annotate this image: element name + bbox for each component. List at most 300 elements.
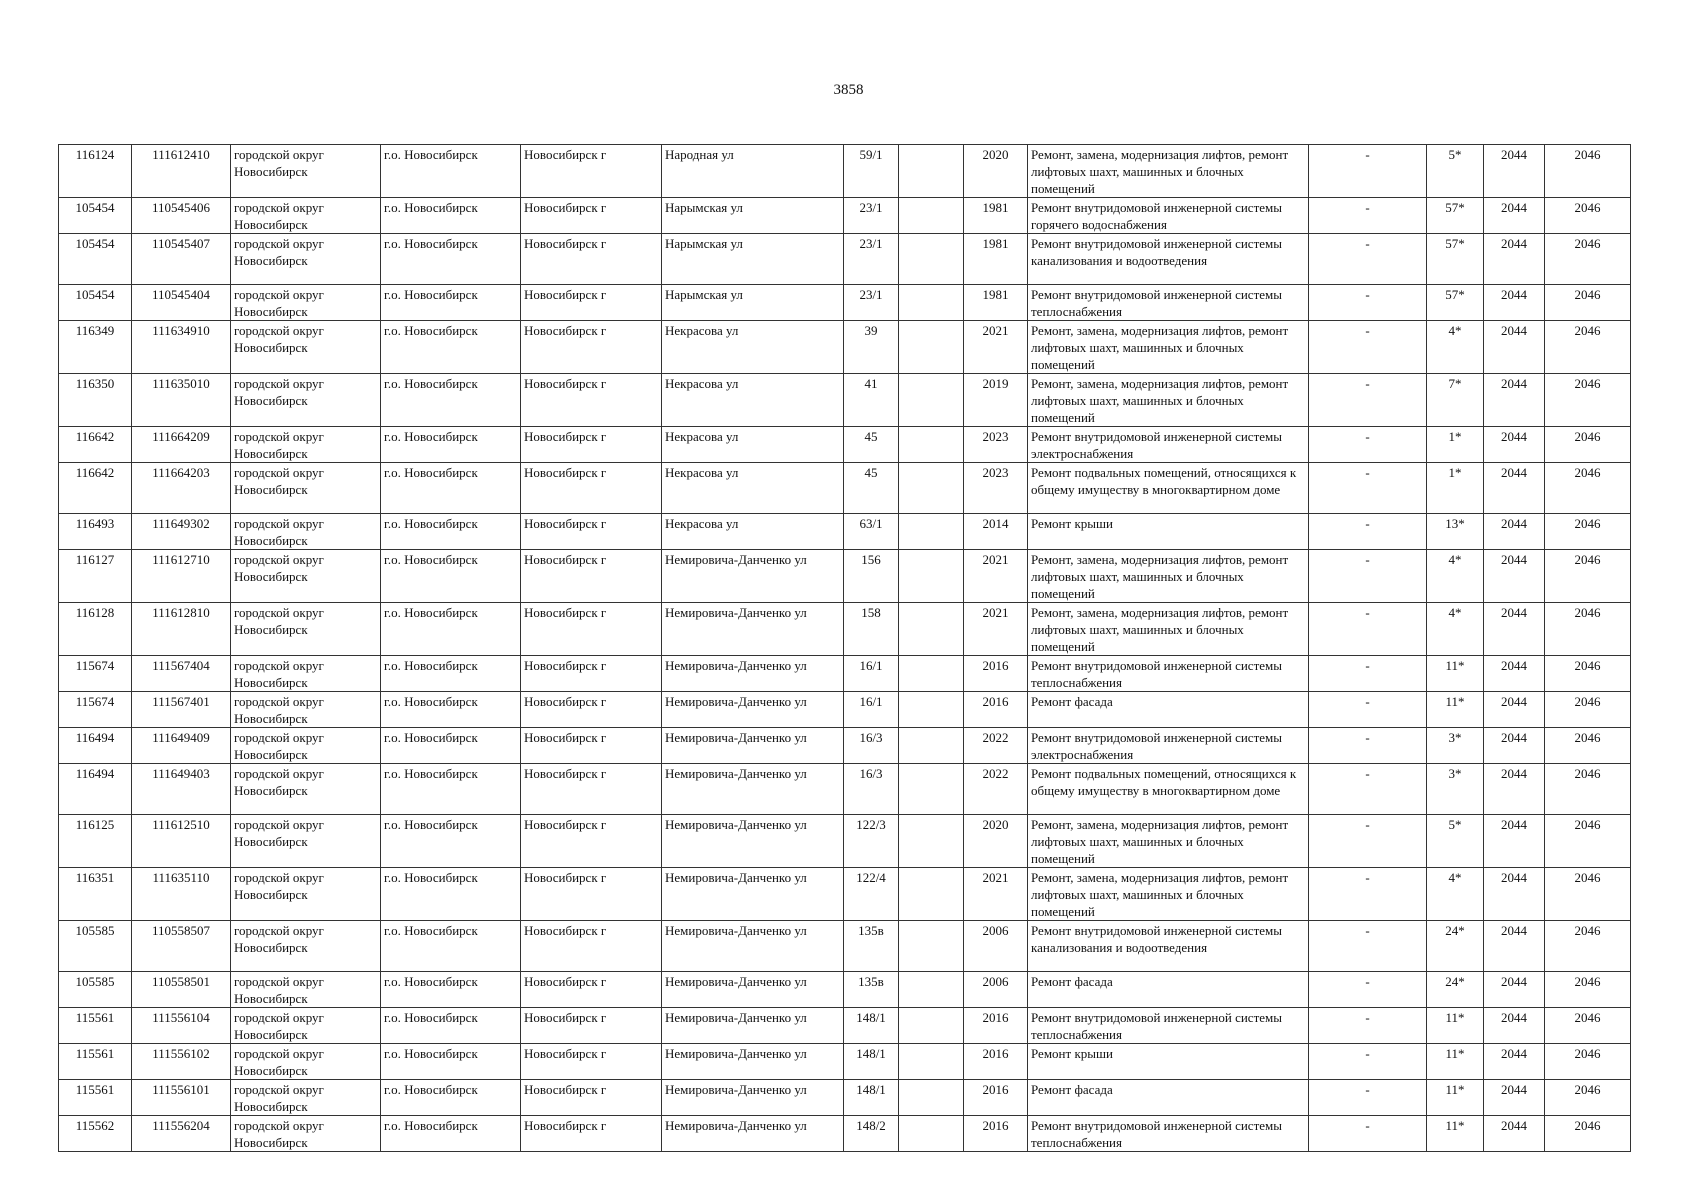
table-row bbox=[59, 145, 1631, 198]
street-cell: Немировича-Данченко ул bbox=[662, 764, 844, 815]
street-cell: Некрасова ул bbox=[662, 463, 844, 514]
period-cell: 11* bbox=[1427, 692, 1484, 728]
building-cell bbox=[899, 550, 964, 603]
municipality-cell: городской округ Новосибирск bbox=[231, 321, 381, 374]
object-id-cell: 105585 bbox=[59, 921, 132, 972]
building-cell bbox=[899, 198, 964, 234]
year-cell: 2022 bbox=[964, 764, 1028, 815]
start-year-cell: 2044 bbox=[1484, 145, 1545, 198]
district-cell: г.о. Новосибирск bbox=[381, 321, 521, 374]
cost-cell: - bbox=[1309, 1008, 1427, 1044]
period-cell: 5* bbox=[1427, 145, 1484, 198]
locality-cell: Новосибирск г bbox=[521, 321, 662, 374]
start-year-cell: 2044 bbox=[1484, 514, 1545, 550]
house-number-cell: 148/1 bbox=[844, 1044, 899, 1080]
building-cell bbox=[899, 1080, 964, 1116]
work-code-cell: 111567404 bbox=[132, 656, 231, 692]
object-id-cell: 116350 bbox=[59, 374, 132, 427]
locality-cell: Новосибирск г bbox=[521, 145, 662, 198]
year-cell: 2016 bbox=[964, 1044, 1028, 1080]
end-year-cell: 2046 bbox=[1545, 764, 1631, 815]
district-cell: г.о. Новосибирск bbox=[381, 603, 521, 656]
house-number-cell: 16/3 bbox=[844, 728, 899, 764]
work-code-cell: 111664203 bbox=[132, 463, 231, 514]
cost-cell: - bbox=[1309, 603, 1427, 656]
work-type-cell: Ремонт подвальных помещений, относящихся к общему имуществу в многоквартирном доме bbox=[1028, 463, 1309, 514]
cost-cell: - bbox=[1309, 868, 1427, 921]
district-cell: г.о. Новосибирск bbox=[381, 764, 521, 815]
end-year-cell: 2046 bbox=[1545, 1080, 1631, 1116]
street-cell: Некрасова ул bbox=[662, 374, 844, 427]
work-code-cell: 111556102 bbox=[132, 1044, 231, 1080]
object-id-cell: 115561 bbox=[59, 1080, 132, 1116]
house-number-cell: 135в bbox=[844, 921, 899, 972]
house-number-cell: 148/1 bbox=[844, 1008, 899, 1044]
object-id-cell: 116494 bbox=[59, 728, 132, 764]
cost-cell: - bbox=[1309, 374, 1427, 427]
locality-cell: Новосибирск г bbox=[521, 815, 662, 868]
cost-cell: - bbox=[1309, 550, 1427, 603]
street-cell: Нарымская ул bbox=[662, 285, 844, 321]
table-row bbox=[59, 321, 1631, 374]
district-cell: г.о. Новосибирск bbox=[381, 815, 521, 868]
end-year-cell: 2046 bbox=[1545, 374, 1631, 427]
table-row bbox=[59, 234, 1631, 285]
year-cell: 1981 bbox=[964, 285, 1028, 321]
house-number-cell: 23/1 bbox=[844, 285, 899, 321]
street-cell: Народная ул bbox=[662, 145, 844, 198]
year-cell: 2021 bbox=[964, 868, 1028, 921]
year-cell: 2006 bbox=[964, 921, 1028, 972]
period-cell: 4* bbox=[1427, 603, 1484, 656]
start-year-cell: 2044 bbox=[1484, 972, 1545, 1008]
object-id-cell: 116351 bbox=[59, 868, 132, 921]
end-year-cell: 2046 bbox=[1545, 728, 1631, 764]
cost-cell: - bbox=[1309, 198, 1427, 234]
house-number-cell: 45 bbox=[844, 463, 899, 514]
start-year-cell: 2044 bbox=[1484, 656, 1545, 692]
year-cell: 2021 bbox=[964, 321, 1028, 374]
cost-cell: - bbox=[1309, 145, 1427, 198]
locality-cell: Новосибирск г bbox=[521, 198, 662, 234]
start-year-cell: 2044 bbox=[1484, 764, 1545, 815]
table-row bbox=[59, 656, 1631, 692]
period-cell: 11* bbox=[1427, 1008, 1484, 1044]
locality-cell: Новосибирск г bbox=[521, 728, 662, 764]
work-code-cell: 111634910 bbox=[132, 321, 231, 374]
table-row bbox=[59, 514, 1631, 550]
work-code-cell: 111556104 bbox=[132, 1008, 231, 1044]
building-cell bbox=[899, 603, 964, 656]
cost-cell: - bbox=[1309, 972, 1427, 1008]
period-cell: 1* bbox=[1427, 463, 1484, 514]
building-cell bbox=[899, 321, 964, 374]
period-cell: 11* bbox=[1427, 656, 1484, 692]
cost-cell: - bbox=[1309, 728, 1427, 764]
municipality-cell: городской округ Новосибирск bbox=[231, 692, 381, 728]
building-cell bbox=[899, 868, 964, 921]
year-cell: 2020 bbox=[964, 815, 1028, 868]
work-type-cell: Ремонт внутридомовой инженерной системы теплоснабжения bbox=[1028, 285, 1309, 321]
locality-cell: Новосибирск г bbox=[521, 234, 662, 285]
year-cell: 2006 bbox=[964, 972, 1028, 1008]
start-year-cell: 2044 bbox=[1484, 815, 1545, 868]
page-number: 3858 bbox=[833, 82, 864, 98]
work-code-cell: 111612410 bbox=[132, 145, 231, 198]
district-cell: г.о. Новосибирск bbox=[381, 1044, 521, 1080]
street-cell: Нарымская ул bbox=[662, 234, 844, 285]
object-id-cell: 115674 bbox=[59, 692, 132, 728]
start-year-cell: 2044 bbox=[1484, 1044, 1545, 1080]
municipality-cell: городской округ Новосибирск bbox=[231, 921, 381, 972]
year-cell: 2020 bbox=[964, 145, 1028, 198]
district-cell: г.о. Новосибирск bbox=[381, 868, 521, 921]
district-cell: г.о. Новосибирск bbox=[381, 972, 521, 1008]
table-row bbox=[59, 198, 1631, 234]
start-year-cell: 2044 bbox=[1484, 321, 1545, 374]
work-code-cell: 111612710 bbox=[132, 550, 231, 603]
municipality-cell: городской округ Новосибирск bbox=[231, 427, 381, 463]
start-year-cell: 2044 bbox=[1484, 728, 1545, 764]
work-code-cell: 110558507 bbox=[132, 921, 231, 972]
table-row bbox=[59, 728, 1631, 764]
building-cell bbox=[899, 145, 964, 198]
locality-cell: Новосибирск г bbox=[521, 285, 662, 321]
street-cell: Некрасова ул bbox=[662, 514, 844, 550]
building-cell bbox=[899, 427, 964, 463]
end-year-cell: 2046 bbox=[1545, 427, 1631, 463]
district-cell: г.о. Новосибирск bbox=[381, 1080, 521, 1116]
start-year-cell: 2044 bbox=[1484, 921, 1545, 972]
table-row bbox=[59, 764, 1631, 815]
work-type-cell: Ремонт, замена, модернизация лифтов, ремонт лифтовых шахт, машинных и блочных помещений bbox=[1028, 815, 1309, 868]
street-cell: Нарымская ул bbox=[662, 198, 844, 234]
district-cell: г.о. Новосибирск bbox=[381, 514, 521, 550]
municipality-cell: городской округ Новосибирск bbox=[231, 1080, 381, 1116]
municipality-cell: городской округ Новосибирск bbox=[231, 514, 381, 550]
district-cell: г.о. Новосибирск bbox=[381, 145, 521, 198]
work-type-cell: Ремонт внутридомовой инженерной системы электроснабжения bbox=[1028, 427, 1309, 463]
table-row bbox=[59, 868, 1631, 921]
district-cell: г.о. Новосибирск bbox=[381, 427, 521, 463]
start-year-cell: 2044 bbox=[1484, 1116, 1545, 1152]
district-cell: г.о. Новосибирск bbox=[381, 1008, 521, 1044]
object-id-cell: 115561 bbox=[59, 1044, 132, 1080]
table-row bbox=[59, 463, 1631, 514]
period-cell: 5* bbox=[1427, 815, 1484, 868]
period-cell: 11* bbox=[1427, 1116, 1484, 1152]
year-cell: 2016 bbox=[964, 1008, 1028, 1044]
building-cell bbox=[899, 728, 964, 764]
object-id-cell: 116642 bbox=[59, 463, 132, 514]
cost-cell: - bbox=[1309, 921, 1427, 972]
start-year-cell: 2044 bbox=[1484, 374, 1545, 427]
house-number-cell: 148/2 bbox=[844, 1116, 899, 1152]
year-cell: 2022 bbox=[964, 728, 1028, 764]
table-row bbox=[59, 374, 1631, 427]
work-code-cell: 111649403 bbox=[132, 764, 231, 815]
object-id-cell: 105585 bbox=[59, 972, 132, 1008]
municipality-cell: городской округ Новосибирск bbox=[231, 1116, 381, 1152]
district-cell: г.о. Новосибирск bbox=[381, 234, 521, 285]
work-type-cell: Ремонт внутридомовой инженерной системы горячего водоснабжения bbox=[1028, 198, 1309, 234]
building-cell bbox=[899, 972, 964, 1008]
municipality-cell: городской округ Новосибирск bbox=[231, 145, 381, 198]
table-row bbox=[59, 285, 1631, 321]
municipality-cell: городской округ Новосибирск bbox=[231, 868, 381, 921]
work-type-cell: Ремонт внутридомовой инженерной системы канализования и водоотведения bbox=[1028, 921, 1309, 972]
table-row bbox=[59, 1008, 1631, 1044]
house-number-cell: 156 bbox=[844, 550, 899, 603]
period-cell: 11* bbox=[1427, 1080, 1484, 1116]
object-id-cell: 116349 bbox=[59, 321, 132, 374]
locality-cell: Новосибирск г bbox=[521, 603, 662, 656]
district-cell: г.о. Новосибирск bbox=[381, 463, 521, 514]
table-row bbox=[59, 1080, 1631, 1116]
locality-cell: Новосибирск г bbox=[521, 656, 662, 692]
municipality-cell: городской округ Новосибирск bbox=[231, 764, 381, 815]
end-year-cell: 2046 bbox=[1545, 550, 1631, 603]
cost-cell: - bbox=[1309, 285, 1427, 321]
district-cell: г.о. Новосибирск bbox=[381, 374, 521, 427]
street-cell: Немировича-Данченко ул bbox=[662, 815, 844, 868]
table-row bbox=[59, 972, 1631, 1008]
cost-cell: - bbox=[1309, 692, 1427, 728]
locality-cell: Новосибирск г bbox=[521, 764, 662, 815]
start-year-cell: 2044 bbox=[1484, 1080, 1545, 1116]
work-type-cell: Ремонт, замена, модернизация лифтов, ремонт лифтовых шахт, машинных и блочных помещений bbox=[1028, 321, 1309, 374]
work-type-cell: Ремонт внутридомовой инженерной системы теплоснабжения bbox=[1028, 656, 1309, 692]
building-cell bbox=[899, 234, 964, 285]
work-type-cell: Ремонт крыши bbox=[1028, 1044, 1309, 1080]
building-cell bbox=[899, 463, 964, 514]
year-cell: 2021 bbox=[964, 550, 1028, 603]
year-cell: 2016 bbox=[964, 1116, 1028, 1152]
work-type-cell: Ремонт внутридомовой инженерной системы электроснабжения bbox=[1028, 728, 1309, 764]
locality-cell: Новосибирск г bbox=[521, 972, 662, 1008]
house-number-cell: 23/1 bbox=[844, 198, 899, 234]
object-id-cell: 115562 bbox=[59, 1116, 132, 1152]
municipality-cell: городской округ Новосибирск bbox=[231, 1008, 381, 1044]
municipality-cell: городской округ Новосибирск bbox=[231, 550, 381, 603]
locality-cell: Новосибирск г bbox=[521, 1080, 662, 1116]
end-year-cell: 2046 bbox=[1545, 692, 1631, 728]
municipality-cell: городской округ Новосибирск bbox=[231, 603, 381, 656]
year-cell: 1981 bbox=[964, 198, 1028, 234]
period-cell: 1* bbox=[1427, 427, 1484, 463]
building-cell bbox=[899, 374, 964, 427]
end-year-cell: 2046 bbox=[1545, 815, 1631, 868]
house-number-cell: 135в bbox=[844, 972, 899, 1008]
building-cell bbox=[899, 1008, 964, 1044]
start-year-cell: 2044 bbox=[1484, 1008, 1545, 1044]
end-year-cell: 2046 bbox=[1545, 921, 1631, 972]
object-id-cell: 105454 bbox=[59, 234, 132, 285]
municipality-cell: городской округ Новосибирск bbox=[231, 972, 381, 1008]
district-cell: г.о. Новосибирск bbox=[381, 550, 521, 603]
cost-cell: - bbox=[1309, 234, 1427, 285]
building-cell bbox=[899, 921, 964, 972]
house-number-cell: 16/1 bbox=[844, 692, 899, 728]
street-cell: Немировича-Данченко ул bbox=[662, 1008, 844, 1044]
table-row bbox=[59, 815, 1631, 868]
street-cell: Некрасова ул bbox=[662, 321, 844, 374]
locality-cell: Новосибирск г bbox=[521, 463, 662, 514]
start-year-cell: 2044 bbox=[1484, 692, 1545, 728]
street-cell: Немировича-Данченко ул bbox=[662, 728, 844, 764]
period-cell: 3* bbox=[1427, 764, 1484, 815]
building-cell bbox=[899, 656, 964, 692]
end-year-cell: 2046 bbox=[1545, 972, 1631, 1008]
year-cell: 2023 bbox=[964, 463, 1028, 514]
year-cell: 2021 bbox=[964, 603, 1028, 656]
year-cell: 2014 bbox=[964, 514, 1028, 550]
work-type-cell: Ремонт, замена, модернизация лифтов, ремонт лифтовых шахт, машинных и блочных помещений bbox=[1028, 550, 1309, 603]
district-cell: г.о. Новосибирск bbox=[381, 656, 521, 692]
cost-cell: - bbox=[1309, 514, 1427, 550]
object-id-cell: 116494 bbox=[59, 764, 132, 815]
period-cell: 4* bbox=[1427, 550, 1484, 603]
locality-cell: Новосибирск г bbox=[521, 868, 662, 921]
work-type-cell: Ремонт фасада bbox=[1028, 692, 1309, 728]
municipality-cell: городской округ Новосибирск bbox=[231, 198, 381, 234]
street-cell: Немировича-Данченко ул bbox=[662, 972, 844, 1008]
house-number-cell: 39 bbox=[844, 321, 899, 374]
work-code-cell: 110545406 bbox=[132, 198, 231, 234]
street-cell: Немировича-Данченко ул bbox=[662, 1044, 844, 1080]
period-cell: 3* bbox=[1427, 728, 1484, 764]
end-year-cell: 2046 bbox=[1545, 321, 1631, 374]
municipality-cell: городской округ Новосибирск bbox=[231, 1044, 381, 1080]
work-code-cell: 111612810 bbox=[132, 603, 231, 656]
end-year-cell: 2046 bbox=[1545, 656, 1631, 692]
house-number-cell: 59/1 bbox=[844, 145, 899, 198]
municipality-cell: городской округ Новосибирск bbox=[231, 728, 381, 764]
year-cell: 2023 bbox=[964, 427, 1028, 463]
object-id-cell: 116127 bbox=[59, 550, 132, 603]
work-type-cell: Ремонт внутридомовой инженерной системы теплоснабжения bbox=[1028, 1008, 1309, 1044]
work-code-cell: 111612510 bbox=[132, 815, 231, 868]
object-id-cell: 105454 bbox=[59, 198, 132, 234]
house-number-cell: 158 bbox=[844, 603, 899, 656]
year-cell: 2016 bbox=[964, 656, 1028, 692]
object-id-cell: 115561 bbox=[59, 1008, 132, 1044]
year-cell: 1981 bbox=[964, 234, 1028, 285]
end-year-cell: 2046 bbox=[1545, 514, 1631, 550]
locality-cell: Новосибирск г bbox=[521, 921, 662, 972]
end-year-cell: 2046 bbox=[1545, 145, 1631, 198]
work-code-cell: 111635110 bbox=[132, 868, 231, 921]
municipality-cell: городской округ Новосибирск bbox=[231, 815, 381, 868]
locality-cell: Новосибирск г bbox=[521, 374, 662, 427]
street-cell: Немировича-Данченко ул bbox=[662, 1116, 844, 1152]
period-cell: 4* bbox=[1427, 868, 1484, 921]
building-cell bbox=[899, 1044, 964, 1080]
period-cell: 57* bbox=[1427, 285, 1484, 321]
object-id-cell: 115674 bbox=[59, 656, 132, 692]
table-row bbox=[59, 692, 1631, 728]
period-cell: 24* bbox=[1427, 972, 1484, 1008]
building-cell bbox=[899, 815, 964, 868]
district-cell: г.о. Новосибирск bbox=[381, 1116, 521, 1152]
work-code-cell: 111556204 bbox=[132, 1116, 231, 1152]
locality-cell: Новосибирск г bbox=[521, 1044, 662, 1080]
cost-cell: - bbox=[1309, 1080, 1427, 1116]
street-cell: Немировича-Данченко ул bbox=[662, 656, 844, 692]
street-cell: Немировича-Данченко ул bbox=[662, 603, 844, 656]
municipality-cell: городской округ Новосибирск bbox=[231, 374, 381, 427]
table-row bbox=[59, 921, 1631, 972]
table-row bbox=[59, 550, 1631, 603]
house-number-cell: 63/1 bbox=[844, 514, 899, 550]
cost-cell: - bbox=[1309, 321, 1427, 374]
locality-cell: Новосибирск г bbox=[521, 692, 662, 728]
object-id-cell: 116124 bbox=[59, 145, 132, 198]
district-cell: г.о. Новосибирск bbox=[381, 198, 521, 234]
start-year-cell: 2044 bbox=[1484, 234, 1545, 285]
house-number-cell: 16/1 bbox=[844, 656, 899, 692]
work-type-cell: Ремонт подвальных помещений, относящихся к общему имуществу в многоквартирном доме bbox=[1028, 764, 1309, 815]
cost-cell: - bbox=[1309, 427, 1427, 463]
work-code-cell: 110545407 bbox=[132, 234, 231, 285]
house-number-cell: 148/1 bbox=[844, 1080, 899, 1116]
cost-cell: - bbox=[1309, 1044, 1427, 1080]
work-code-cell: 111664209 bbox=[132, 427, 231, 463]
work-type-cell: Ремонт фасада bbox=[1028, 972, 1309, 1008]
work-type-cell: Ремонт, замена, модернизация лифтов, ремонт лифтовых шахт, машинных и блочных помещений bbox=[1028, 868, 1309, 921]
table-row bbox=[59, 1116, 1631, 1152]
year-cell: 2019 bbox=[964, 374, 1028, 427]
building-cell bbox=[899, 764, 964, 815]
end-year-cell: 2046 bbox=[1545, 1116, 1631, 1152]
street-cell: Немировича-Данченко ул bbox=[662, 1080, 844, 1116]
period-cell: 7* bbox=[1427, 374, 1484, 427]
end-year-cell: 2046 bbox=[1545, 868, 1631, 921]
work-type-cell: Ремонт внутридомовой инженерной системы канализования и водоотведения bbox=[1028, 234, 1309, 285]
work-code-cell: 111649302 bbox=[132, 514, 231, 550]
municipality-cell: городской округ Новосибирск bbox=[231, 285, 381, 321]
start-year-cell: 2044 bbox=[1484, 427, 1545, 463]
cost-cell: - bbox=[1309, 656, 1427, 692]
building-cell bbox=[899, 514, 964, 550]
cost-cell: - bbox=[1309, 764, 1427, 815]
building-cell bbox=[899, 1116, 964, 1152]
work-type-cell: Ремонт внутридомовой инженерной системы теплоснабжения bbox=[1028, 1116, 1309, 1152]
house-number-cell: 16/3 bbox=[844, 764, 899, 815]
period-cell: 57* bbox=[1427, 234, 1484, 285]
district-cell: г.о. Новосибирск bbox=[381, 285, 521, 321]
end-year-cell: 2046 bbox=[1545, 1008, 1631, 1044]
street-cell: Немировича-Данченко ул bbox=[662, 868, 844, 921]
start-year-cell: 2044 bbox=[1484, 603, 1545, 656]
period-cell: 4* bbox=[1427, 321, 1484, 374]
end-year-cell: 2046 bbox=[1545, 234, 1631, 285]
start-year-cell: 2044 bbox=[1484, 198, 1545, 234]
locality-cell: Новосибирск г bbox=[521, 1116, 662, 1152]
capital-repair-table bbox=[58, 144, 1631, 1152]
work-type-cell: Ремонт, замена, модернизация лифтов, ремонт лифтовых шахт, машинных и блочных помещений bbox=[1028, 603, 1309, 656]
work-type-cell: Ремонт фасада bbox=[1028, 1080, 1309, 1116]
street-cell: Немировича-Данченко ул bbox=[662, 921, 844, 972]
end-year-cell: 2046 bbox=[1545, 285, 1631, 321]
municipality-cell: городской округ Новосибирск bbox=[231, 656, 381, 692]
period-cell: 11* bbox=[1427, 1044, 1484, 1080]
house-number-cell: 23/1 bbox=[844, 234, 899, 285]
year-cell: 2016 bbox=[964, 692, 1028, 728]
period-cell: 13* bbox=[1427, 514, 1484, 550]
object-id-cell: 116125 bbox=[59, 815, 132, 868]
period-cell: 57* bbox=[1427, 198, 1484, 234]
